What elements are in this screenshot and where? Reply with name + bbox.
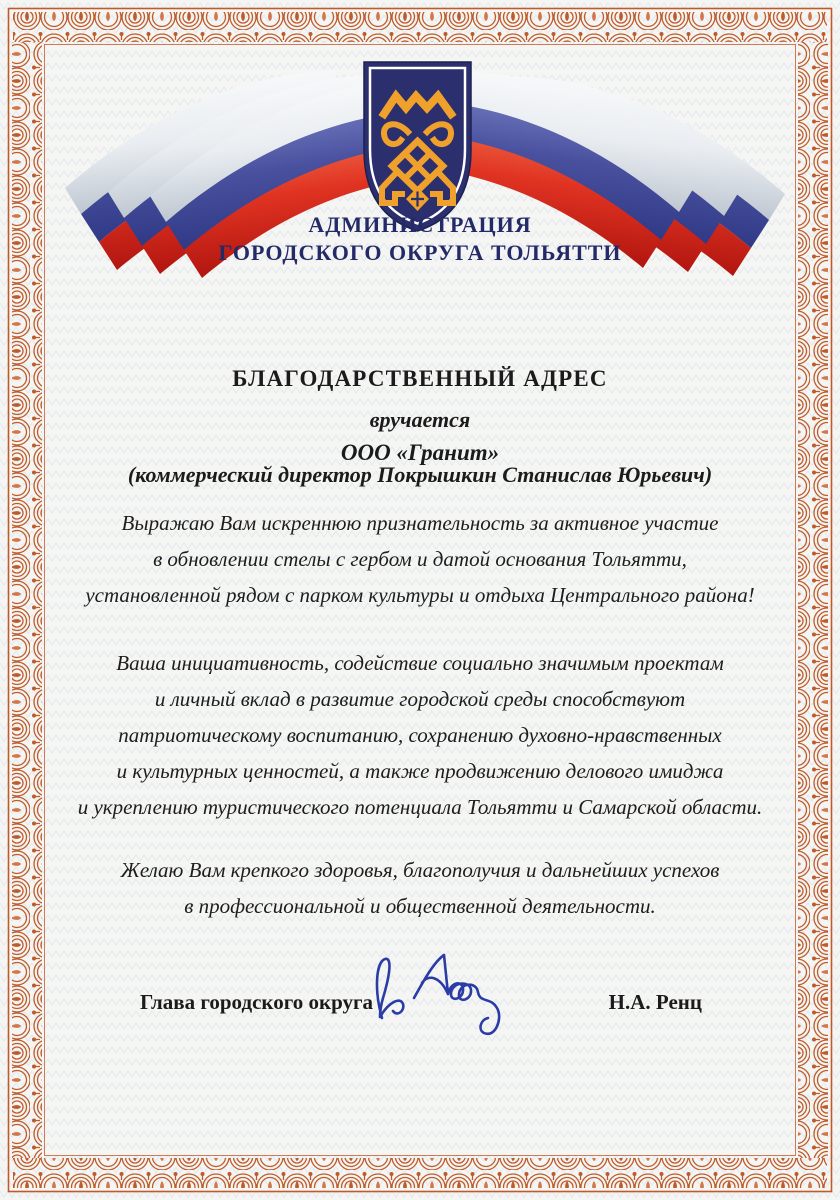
- paragraph-line: и культурных ценностей, а также продвижению делового имиджа: [116, 759, 724, 783]
- signatory-name: Н.А. Ренц: [608, 990, 702, 1014]
- paragraph-line: Выражаю Вам искреннюю признательность за активное участие: [121, 511, 719, 535]
- paragraph-line: установленной рядом с парком культуры и отдыха Центрального района!: [85, 583, 755, 607]
- recipient-name: ООО «Гранит»: [340, 440, 500, 465]
- org-name-line1: АДМИНИСТРАЦИЯ: [308, 212, 532, 237]
- org-name-line2: ГОРОДСКОГО ОКРУГА ТОЛЬЯТТИ: [218, 240, 622, 265]
- paragraph-3: [0, 852, 840, 924]
- paragraph-line: Желаю Вам крепкого здоровья, благополучия и дальнейших успехов: [120, 858, 720, 882]
- presented-label: вручается: [369, 407, 471, 432]
- paragraph-1: [0, 505, 840, 613]
- recipient-detail: (коммерческий директор Покрышкин Станислав Юрьевич): [127, 462, 713, 487]
- signatory-position: Глава городского округа: [140, 990, 374, 1014]
- handwritten-signature: [362, 950, 522, 1055]
- paragraph-line: и укреплению туристического потенциала Тольятти и Самарской области.: [77, 795, 763, 819]
- paragraph-line: Ваша инициативность, содействие социально значимым проектам: [116, 651, 724, 675]
- paragraph-line: и личный вклад в развитие городской среды способствуют: [154, 687, 686, 711]
- page-title: БЛАГОДАРСТВЕННЫЙ АДРЕС: [232, 366, 608, 391]
- paragraph-line: в обновлении стелы с гербом и датой основания Тольятти,: [153, 547, 687, 571]
- paragraph-line: в профессиональной и общественной деятельности.: [184, 894, 656, 918]
- tolyatti-coat-of-arms-icon: [0, 0, 840, 340]
- paragraph-2: [0, 645, 840, 825]
- paragraph-line: патриотическому воспитанию, сохранению духовно-нравственных: [118, 723, 722, 747]
